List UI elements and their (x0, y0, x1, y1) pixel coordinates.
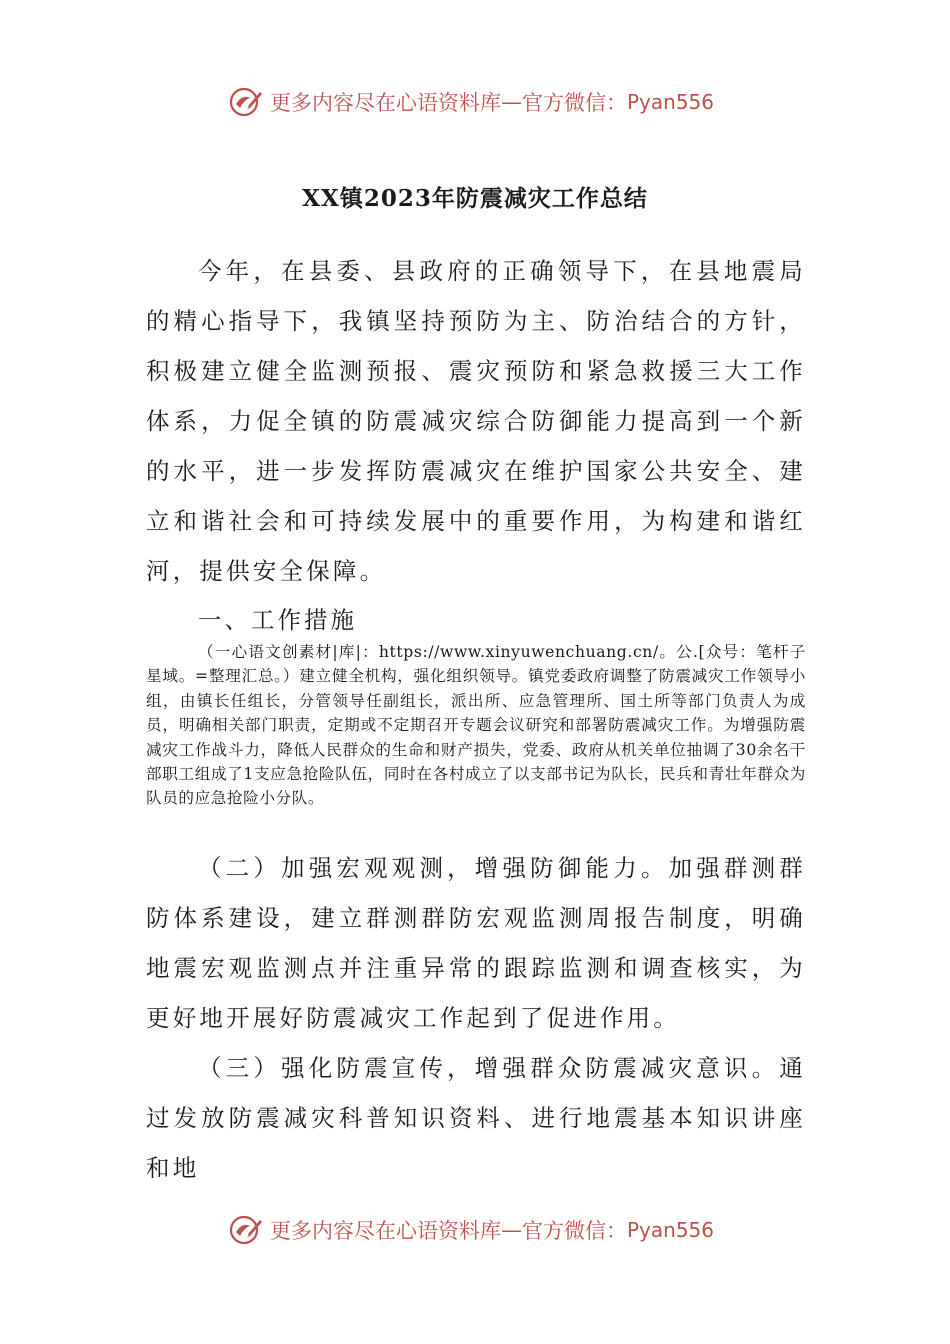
item3-block (146, 1043, 806, 1193)
item2-block (146, 843, 806, 1043)
intro-paragraph: 今年，在县委、县政府的正确领导下，在县地震局的精心指导下，我镇坚持预防为主、防治结合的方针，积极建立健全监测预报、震灾预防和紧急救援三大工作体系，力促全镇的防震减灾综合防御能力提高到一个新的水平，进一步发挥防震减灾在维护国家公共安全、建立和谐社会和可持续发展中的重要作用，为构建和谐红河，提供安全保障。 (146, 257, 806, 585)
watermark-wechat-id: Pyan556 (627, 90, 715, 114)
item3-paragraph: （三）强化防震宣传，增强群众防震减灾意识。通过发放防震减灾科普知识资料、进行地震基本知识讲座和地 (146, 1054, 806, 1182)
section-heading: 一、工作措施 (198, 606, 357, 634)
watermark-wechat-id: Pyan556 (627, 1218, 715, 1242)
watermark-brand: 更多内容尽在心语资料库 (270, 91, 501, 115)
pen-swirl-logo-icon (228, 1212, 264, 1248)
watermark-separator: — (501, 90, 522, 114)
section1-paragraph: （一心语文创素材|库|：https://www.xinyuwenchuang.cn/。公.[众号：笔杆子星域。=整理汇总。）建立健全机构，强化组织领导。镇党委政府调整了防震减灾工作领导小组，由镇长任组长，分管领导任副组长，派出所、应急管理所、国土所等部门负责人为成员，明确相关部门职责，定期或不定期召开专题会议研究和部署防震减灾工作。为增强防震减灾工作战斗力，降低人民群众的生命和财产损失，党委、政府从机关单位抽调了30余名干部职工组成了1支应急抢险队伍，同时在各村成立了以支部书记为队长，民兵和青壮年群众为队员的应急抢险小分队。 (146, 643, 806, 808)
watermark-wechat-label: 官方微信： (522, 91, 627, 115)
watermark-brand: 更多内容尽在心语资料库 (270, 1219, 501, 1243)
intro-block (146, 246, 806, 596)
footer-watermark (228, 1210, 714, 1250)
item2-paragraph: （二）加强宏观观测，增强防御能力。加强群测群防体系建设，建立群测群防宏观监测周报告制度，明确地震宏观监测点并注重异常的跟踪监测和调查核实，为更好地开展好防震减灾工作起到了促进作用。 (146, 854, 806, 1032)
document-title: XX镇2023年防震减灾工作总结 (302, 185, 648, 212)
header-watermark (228, 82, 714, 122)
watermark-wechat-label: 官方微信： (522, 1219, 627, 1243)
watermark-separator: — (501, 1218, 522, 1242)
pen-swirl-logo-icon (228, 84, 264, 120)
